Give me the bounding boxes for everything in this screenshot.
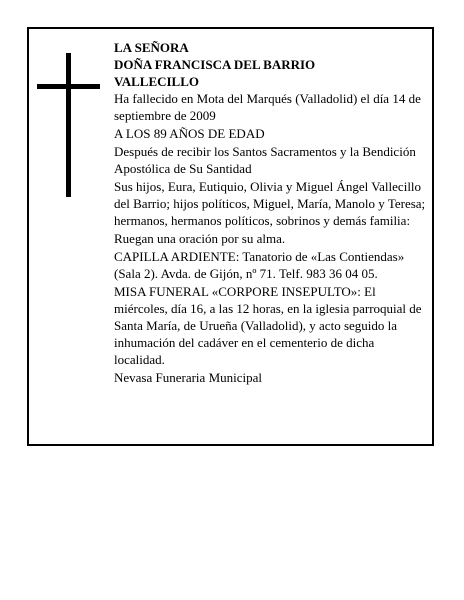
- deceased-name-line-1: DOÑA FRANCISCA DEL BARRIO: [114, 57, 316, 72]
- sacraments-note: Después de recibir los Santos Sacramentos y la Bendición Apostólica de Su Santidad: [114, 144, 416, 176]
- cross-horizontal-bar: [37, 84, 100, 89]
- funeral-home-name: Nevasa Funeraria Municipal: [114, 370, 263, 385]
- deceased-name-line-2: VALLECILLO: [114, 74, 200, 89]
- cross-vertical-bar: [66, 53, 71, 197]
- age-at-death: A LOS 89 AÑOS DE EDAD: [114, 126, 265, 141]
- obituary-text: [114, 39, 428, 387]
- funeral-chapel-details: CAPILLA ARDIENTE: Tanatorio de «Las Contiendas» (Sala 2). Avda. de Gijón, nº 71. Telf. 983 36 04 05.: [114, 249, 405, 281]
- deceased-title: LA SEÑORA: [114, 40, 189, 55]
- funeral-mass-details: MISA FUNERAL «CORPORE INSEPULTO»: El miércoles, día 16, a las 12 horas, en la iglesia parroquial de Santa María, de Urueña (Valladolid), y acto seguido la inhumación del cadáver en el cementerio de dicha localidad.: [114, 284, 422, 367]
- death-announcement: Ha fallecido en Mota del Marqués (Valladolid) el día 14 de septiembre de 2009: [114, 91, 421, 123]
- prayer-request: Ruegan una oración por su alma.: [114, 231, 286, 246]
- family-list: Sus hijos, Eura, Eutiquio, Olivia y Miguel Ángel Vallecillo del Barrio; hijos políticos, Miguel, María, Manolo y Teresa; hermanos, hermanos políticos, sobrinos y demás familia:: [114, 179, 426, 228]
